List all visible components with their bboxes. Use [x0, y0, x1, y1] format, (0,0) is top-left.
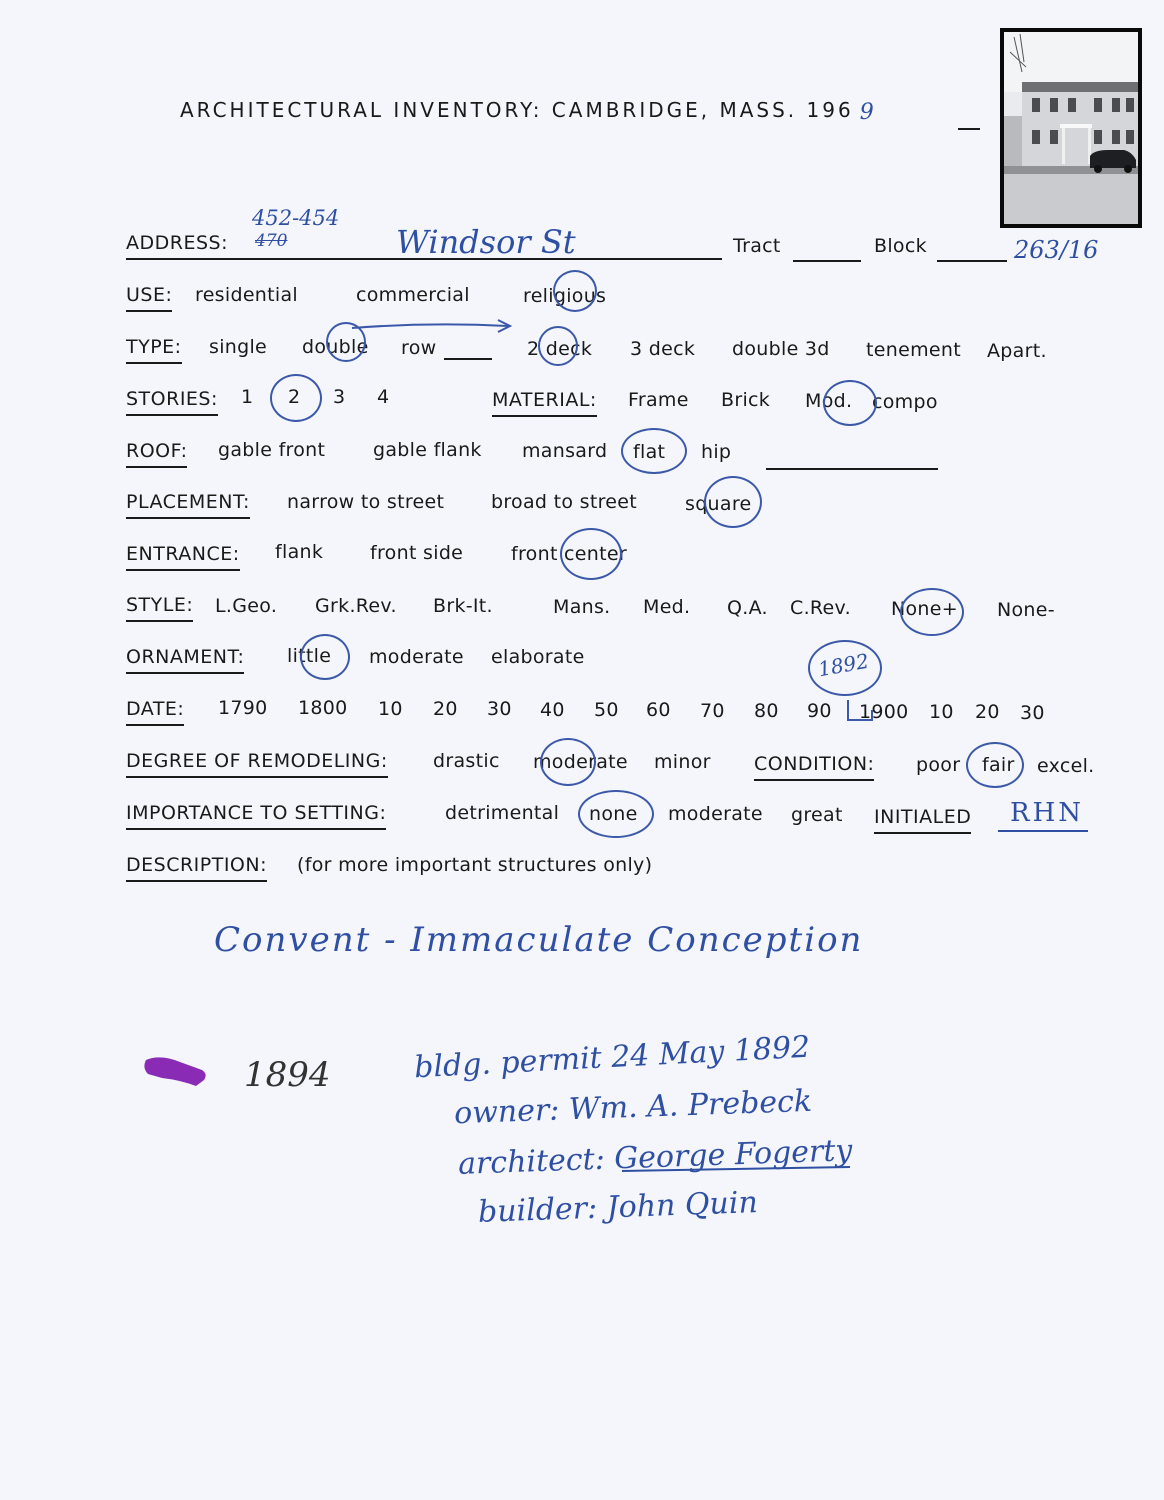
entrance-flank: flank — [275, 541, 324, 563]
stories-4: 4 — [377, 386, 390, 408]
type-label-text: TYPE: — [126, 336, 182, 364]
material-frame: Frame — [628, 389, 689, 411]
date-1850: 50 — [594, 699, 619, 721]
use-commercial: commercial — [356, 284, 470, 306]
placement-narrow: narrow to street — [287, 491, 445, 513]
condition-label-text: CONDITION: — [754, 753, 874, 781]
date-1840: 40 — [540, 699, 565, 721]
tract-label: Tract — [733, 235, 781, 257]
roof-gable-flank: gable flank — [373, 439, 482, 461]
note-year: 1894 — [244, 1055, 331, 1095]
entrance-front-center: front center — [511, 543, 627, 565]
remodeling-minor: minor — [654, 751, 711, 773]
remodeling-moderate: moderate — [533, 751, 628, 773]
stories-3: 3 — [333, 386, 346, 408]
date-bracket-mark — [848, 700, 872, 720]
use-label-text: USE: — [126, 284, 172, 312]
importance-label-text: IMPORTANCE TO SETTING: — [126, 802, 386, 830]
style-label-text: STYLE: — [126, 594, 193, 622]
style-med: Med. — [643, 596, 691, 618]
use-residential: residential — [195, 284, 299, 306]
roof-gable-front: gable front — [218, 439, 326, 461]
date-1870: 70 — [700, 700, 725, 722]
material-mod: Mod. — [805, 390, 853, 412]
block-label: Block — [874, 235, 927, 257]
date-1830: 30 — [487, 698, 512, 720]
note-builder: builder: John Quin — [477, 1185, 759, 1230]
description-label-text: DESCRIPTION: — [126, 854, 267, 882]
entrance-label-text: ENTRANCE: — [126, 543, 240, 571]
date-1930: 30 — [1020, 702, 1045, 724]
date-1790: 1790 — [218, 697, 268, 719]
date-1800: 1800 — [298, 697, 348, 719]
date-label-text: DATE: — [126, 698, 184, 726]
type-apart: Apart. — [987, 340, 1047, 362]
address-struck-number: 470 — [255, 231, 288, 251]
date-annotation: 1892 — [816, 648, 871, 682]
importance-moderate: moderate — [668, 803, 763, 825]
ornament-label-text: ORNAMENT: — [126, 646, 244, 674]
use-religious: religious — [523, 285, 607, 307]
type-double: double — [302, 336, 369, 358]
importance-detrimental: detrimental — [445, 802, 560, 824]
description-handwritten: Convent - Immaculate Conception — [214, 920, 864, 960]
style-brk-it: Brk-It. — [433, 595, 493, 617]
condition-poor: poor — [916, 754, 961, 776]
type-row: row — [401, 337, 437, 359]
roof-label-text: ROOF: — [126, 440, 187, 468]
stories-2: 2 — [288, 386, 301, 408]
style-none-plus: None+ — [891, 598, 958, 620]
style-c-rev: C.Rev. — [790, 597, 851, 619]
placement-broad: broad to street — [491, 491, 638, 513]
date-1820: 20 — [433, 698, 458, 720]
remodeling-label-text: DEGREE OF REMODELING: — [126, 750, 388, 778]
note-architect: architect: George Fogerty — [457, 1133, 853, 1182]
initialed-value: RHN — [1010, 798, 1084, 828]
roof-mansard: mansard — [522, 440, 608, 462]
note-owner: owner: Wm. A. Prebeck — [453, 1083, 813, 1132]
roof-flat: flat — [633, 441, 666, 463]
importance-great: great — [791, 804, 843, 826]
material-label-text: MATERIAL: — [492, 389, 597, 417]
style-grk-rev: Grk.Rev. — [315, 595, 397, 617]
type-double-3d: double 3d — [732, 338, 830, 360]
entrance-front-side: front side — [370, 542, 464, 564]
type-single: single — [209, 336, 268, 358]
placement-square: square — [685, 493, 752, 515]
remodeling-drastic: drastic — [433, 750, 500, 772]
style-l-geo: L.Geo. — [215, 595, 278, 617]
placement-label-text: PLACEMENT: — [126, 491, 250, 519]
description-note: (for more important structures only) — [297, 854, 653, 876]
material-compo: compo — [872, 391, 938, 413]
condition-excel: excel. — [1037, 755, 1095, 777]
style-qa: Q.A. — [727, 597, 768, 619]
address-street: Windsor St — [396, 223, 576, 261]
ornament-elaborate: elaborate — [491, 646, 585, 668]
date-1880: 80 — [754, 700, 779, 722]
date-1910: 10 — [929, 701, 954, 723]
type-3-deck: 3 deck — [630, 338, 696, 360]
stories-label-text: STORIES: — [126, 388, 218, 416]
address-number: 452-454 — [252, 206, 340, 230]
date-1810: 10 — [378, 698, 403, 720]
type-2-deck: 2 deck — [527, 338, 593, 360]
date-1900: 1900 — [859, 701, 909, 723]
ornament-moderate: moderate — [369, 646, 464, 668]
address-label-text: ADDRESS: — [126, 232, 228, 260]
note-permit: bldg. permit 24 May 1892 — [413, 1029, 812, 1086]
style-mans: Mans. — [553, 596, 611, 618]
type-tenement: tenement — [866, 339, 961, 361]
block-value: 263/16 — [1014, 236, 1099, 264]
style-none-minus: None- — [997, 599, 1055, 621]
year-suffix: 9 — [859, 100, 877, 125]
date-1860: 60 — [646, 699, 671, 721]
date-1890: 90 — [807, 700, 832, 722]
importance-none: none — [589, 803, 638, 825]
type-arrow-line — [352, 324, 508, 328]
roof-hip: hip — [701, 441, 732, 463]
material-brick: Brick — [721, 389, 771, 411]
title-text: ARCHITECTURAL INVENTORY: CAMBRIDGE, MASS. 196 — [180, 98, 854, 122]
condition-fair: fair — [982, 754, 1015, 776]
initialed-label-text: INITIALED — [874, 806, 971, 834]
stories-1: 1 — [241, 386, 254, 408]
date-1920: 20 — [975, 701, 1000, 723]
ornament-little: little — [287, 645, 332, 667]
